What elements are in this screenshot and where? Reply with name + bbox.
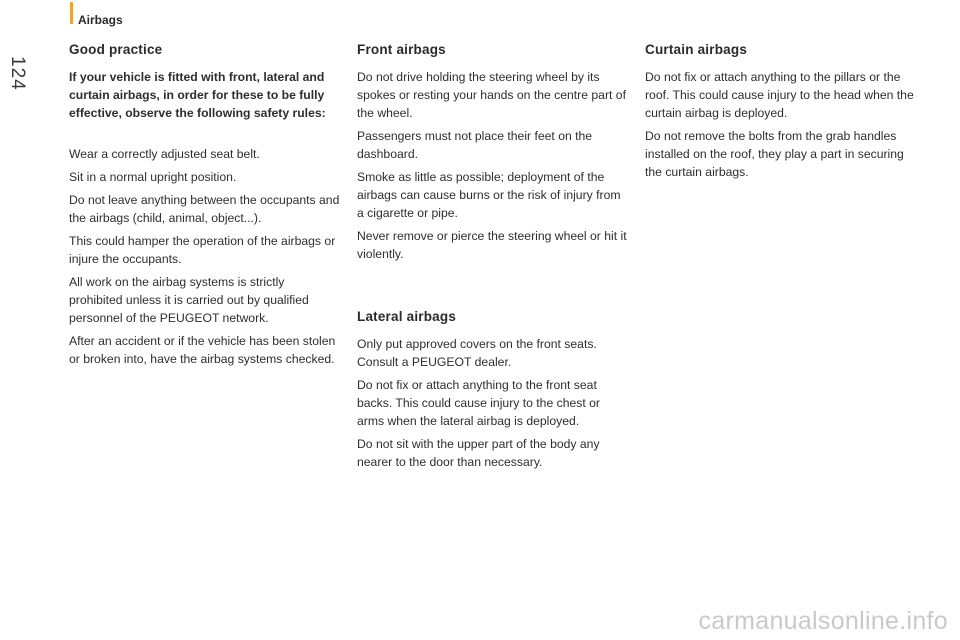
good-practice-paragraph: After an accident or if the vehicle has been stolen or broken into, have the airbag systems checked. [69, 334, 336, 366]
watermark-text: carmanualsonline.info [698, 607, 948, 635]
section-accent-bar [70, 2, 73, 24]
front-airbags-paragraph: Never remove or pierce the steering wheel or hit it violently. [357, 229, 627, 261]
lateral-airbags-section [357, 309, 629, 476]
lateral-airbags-paragraph: Only put approved covers on the front seats. Consult a PEUGEOT dealer. [357, 337, 597, 369]
front-airbags-section [357, 42, 629, 268]
front-airbags-paragraph: Passengers must not place their feet on the dashboard. [357, 129, 593, 161]
curtain-airbags-paragraph: Do not fix or attach anything to the pillars or the roof. This could cause injury to the head when the curtain airbag is deployed. [645, 70, 914, 120]
good-practice-paragraph: All work on the airbag systems is strictly prohibited unless it is carried out by qualified personnel of the PEUGEOT network. [69, 275, 309, 325]
good-practice-section [69, 42, 341, 373]
lateral-airbags-paragraph: Do not sit with the upper part of the body any nearer to the door than necessary. [357, 437, 600, 469]
good-practice-paragraph: Wear a correctly adjusted seat belt. [69, 147, 260, 161]
section-title: Airbags [78, 13, 123, 27]
curtain-airbags-heading: Curtain airbags [645, 42, 748, 57]
good-practice-paragraph: This could hamper the operation of the airbags or injure the occupants. [69, 234, 336, 266]
good-practice-paragraph: Do not leave anything between the occupants and the airbags (child, animal, object...). [69, 193, 340, 225]
front-airbags-paragraph: Smoke as little as possible; deployment of the airbags can cause burns or the risk of injury from a cigarette or pipe. [357, 170, 621, 220]
curtain-airbags-section [645, 42, 917, 186]
curtain-airbags-paragraph: Do not remove the bolts from the grab handles installed on the roof, they play a part in securing the curtain airbags. [645, 129, 904, 179]
good-practice-paragraph: Sit in a normal upright position. [69, 170, 237, 184]
front-airbags-heading: Front airbags [357, 42, 446, 57]
page-number: 124 [7, 56, 28, 91]
good-practice-intro: If your vehicle is fitted with front, lateral and curtain airbags, in order for these to be fully effective, observe the following safety rules: [69, 70, 326, 120]
lateral-airbags-heading: Lateral airbags [357, 309, 457, 324]
lateral-airbags-paragraph: Do not fix or attach anything to the front seat backs. This could cause injury to the chest or arms when the lateral airbag is deployed. [357, 378, 600, 428]
good-practice-heading: Good practice [69, 42, 163, 57]
front-airbags-paragraph: Do not drive holding the steering wheel by its spokes or resting your hands on the centre part of the wheel. [357, 70, 626, 120]
